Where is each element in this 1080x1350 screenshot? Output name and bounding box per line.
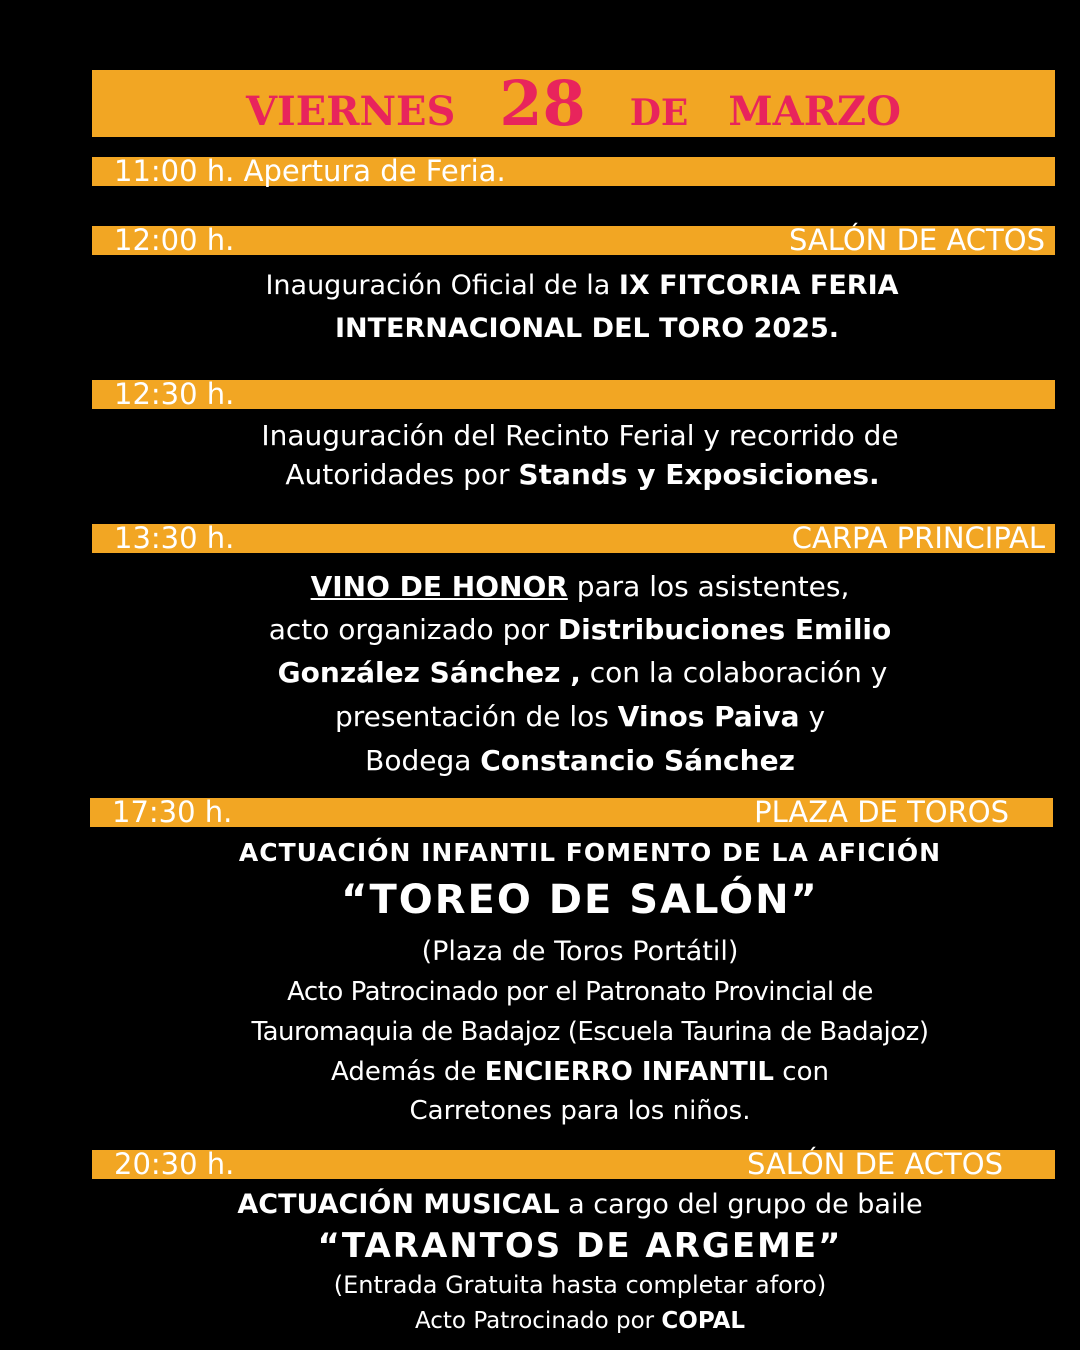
- event-1330-line4: [100, 699, 1060, 735]
- event-time: 17:30 h.: [112, 795, 233, 829]
- text-span: acto organizado por: [268, 613, 558, 646]
- event-time: 13:30 h.: [114, 521, 235, 555]
- event-time: 11:00 h.: [114, 154, 235, 188]
- event-venue: SALÓN DE ACTOS: [788, 223, 1045, 257]
- bold-span: “TOREO DE SALÓN”: [341, 877, 819, 923]
- event-time-title: [114, 154, 506, 188]
- bold-span: IX FITCORIA FERIA: [618, 270, 899, 301]
- text-span: Inauguración del Recinto Ferial y recorrido de: [261, 419, 899, 452]
- event-bar-1730: [90, 795, 1053, 829]
- event-title: Apertura de Feria.: [243, 154, 506, 188]
- text-span: Autoridades por: [285, 458, 519, 491]
- event-bar-1230: [92, 377, 1055, 411]
- text-span: a cargo del grupo de baile: [559, 1189, 923, 1220]
- header-de: DE: [629, 92, 689, 134]
- text-span: Bodega: [365, 744, 481, 777]
- event-1330-line5: [100, 743, 1060, 779]
- event-time: 12:00 h.: [114, 223, 235, 257]
- text-span: Carretones para los niños.: [409, 1096, 751, 1126]
- bold-span: “TARANTOS DE ARGEME”: [317, 1226, 843, 1266]
- text-span: (Plaza de Toros Portátil): [421, 936, 739, 967]
- header-month: MARZO: [728, 88, 901, 135]
- event-2030-line4: [100, 1306, 1060, 1336]
- bold-span: COPAL: [661, 1308, 746, 1334]
- text-span: Acto Patrocinado por: [414, 1308, 662, 1334]
- text-span: con la colaboración y: [580, 656, 888, 689]
- bold-span: ENCIERRO INFANTIL: [484, 1057, 775, 1087]
- text-span: para los asistentes,: [567, 570, 850, 603]
- bold-span: González Sánchez ,: [277, 656, 581, 689]
- bold-span: Constancio Sánchez: [480, 744, 795, 777]
- text-span: Inauguración Oficial de la: [265, 270, 619, 301]
- text-span: con: [774, 1057, 829, 1087]
- event-1730-line6: [100, 1055, 1060, 1089]
- event-2030-line2: [100, 1226, 1060, 1266]
- header-number: 28: [499, 67, 586, 140]
- event-2030-line1: [100, 1188, 1060, 1222]
- bold-span: Distribuciones Emilio: [557, 613, 892, 646]
- event-time: 20:30 h.: [114, 1147, 235, 1181]
- bold-span: Vinos Paiva: [617, 700, 800, 733]
- bold-span: Stands y Exposiciones.: [518, 458, 880, 491]
- date-header: [92, 67, 1055, 140]
- event-1730-line4: [100, 975, 1060, 1009]
- event-1730-line3: [100, 935, 1060, 969]
- event-2030-line3: [100, 1270, 1060, 1300]
- event-1730-line2: [100, 876, 1060, 924]
- event-1330-line3: [100, 655, 1065, 691]
- text-span: y: [799, 700, 826, 733]
- event-venue: PLAZA DE TOROS: [754, 795, 1009, 829]
- event-1200-line1: [92, 268, 1072, 304]
- event-time: 12:30 h.: [114, 377, 235, 411]
- event-bar-1200: [92, 223, 1055, 257]
- event-1330-line2: [100, 612, 1060, 648]
- event-bar-2030: [92, 1147, 1055, 1181]
- event-1200-line2: [92, 311, 1080, 347]
- event-venue: SALÓN DE ACTOS: [746, 1147, 1003, 1181]
- text-span: presentación de los: [334, 700, 618, 733]
- text-span: Además de: [331, 1057, 485, 1087]
- event-1230-line2: [100, 457, 1065, 493]
- event-1730-line7: [100, 1094, 1060, 1128]
- text-span: Acto Patrocinado por el Patronato Provincial de: [287, 977, 873, 1007]
- event-venue: CARPA PRINCIPAL: [791, 521, 1045, 555]
- event-1230-line1: [100, 418, 1060, 454]
- bold-span: ACTUACIÓN MUSICAL: [237, 1189, 560, 1220]
- underlined-bold-span: VINO DE HONOR: [310, 570, 568, 603]
- event-bar-1100: [92, 154, 1055, 188]
- event-bar-1330: [92, 521, 1055, 555]
- text-span: (Entrada Gratuita hasta completar aforo): [333, 1271, 827, 1299]
- text-span: Tauromaquia de Badajoz (Escuela Taurina de Badajoz): [251, 1017, 929, 1047]
- bold-span: ACTUACIÓN INFANTIL FOMENTO DE LA AFICIÓN: [238, 838, 942, 867]
- header-day: VIERNES: [246, 88, 456, 135]
- event-1730-line1: [100, 836, 1080, 870]
- event-1330-line1: [100, 569, 1060, 605]
- event-1730-line5: [100, 1015, 1080, 1049]
- bold-span: INTERNACIONAL DEL TORO 2025.: [334, 313, 840, 344]
